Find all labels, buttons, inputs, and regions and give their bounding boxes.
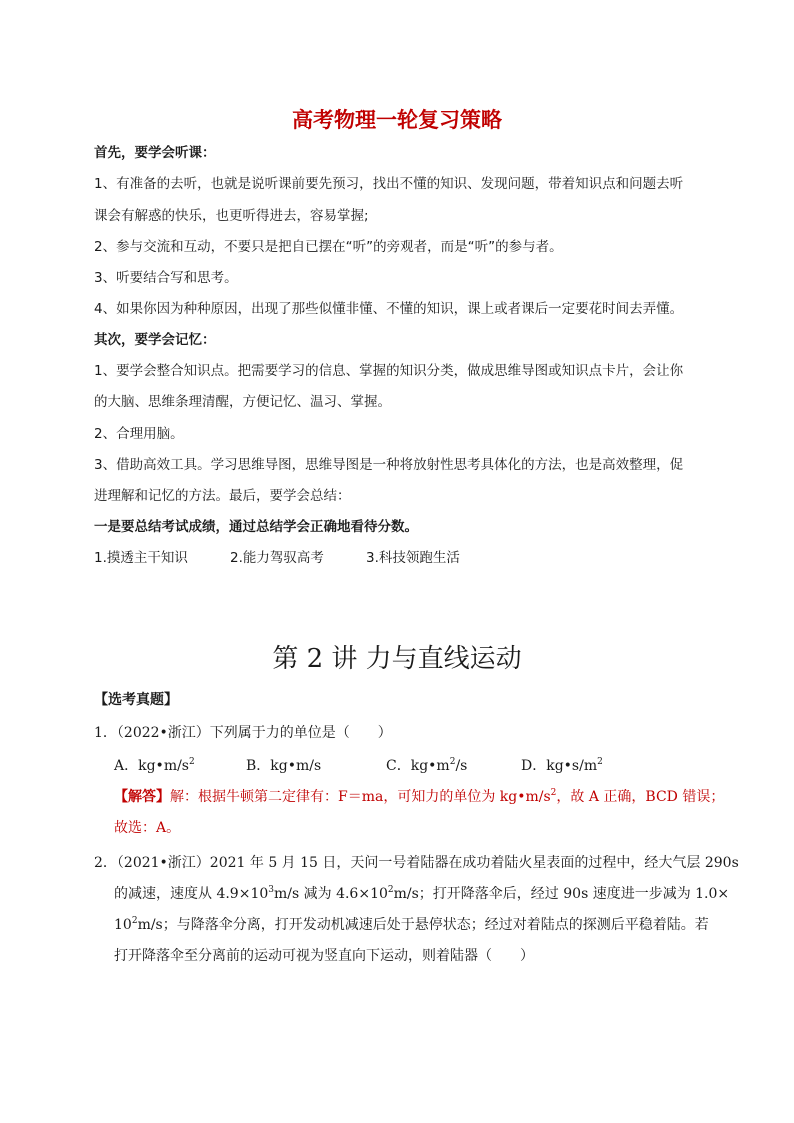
section-heading-listening: 首先，要学会听课： xyxy=(94,145,216,161)
exam-section-label: 【选考真题】 xyxy=(94,692,178,708)
section-heading-summary: 一是要总结考试成绩，通过总结学会正确地看待分数。 xyxy=(94,519,418,535)
paragraph-line: 2、参与交流和互动，不要只是把自已摆在“听”的旁观者，而是“听”的参与者。 xyxy=(94,239,563,255)
question-1-answer-choice: 故选：A。 xyxy=(114,820,181,836)
paragraph-line: 1、要学会整合知识点。把需要学习的信息、掌握的知识分类，做成思维导图或知识点卡片，会让你 xyxy=(94,363,684,379)
paragraph-line: 4、如果你因为种种原因，出现了那些似懂非懂、不懂的知识，课上或者课后一定要花时间去弄懂。 xyxy=(94,301,684,317)
option-c: C．$kg•m^2/s$ xyxy=(386,757,468,774)
section-heading-memory: 其次，要学会记忆： xyxy=(94,332,216,348)
paragraph-line: 的大脑、思维条理清醒，方便记忆、温习、掌握。 xyxy=(94,394,391,410)
chapter-title: 第 2 讲 力与直线运动 xyxy=(272,644,522,674)
key-point: 3.科技领跑生活 xyxy=(366,550,460,566)
paragraph-line: 进理解和记忆的方法。最后，要学会总结： xyxy=(94,488,351,504)
paragraph-line: 1、有准备的去听，也就是说听课前要先预习，找出不懂的知识、发现问题，带着知识点和问题去听 xyxy=(94,176,684,192)
key-points-row xyxy=(94,548,714,568)
option-b: B．kg•m/s xyxy=(246,758,322,774)
key-point: 2.能力驾驭高考 xyxy=(230,550,324,566)
paragraph-line: 课会有解惑的快乐，也更听得进去，容易掌握; xyxy=(94,208,369,224)
document-title: 高考物理一轮复习策略 xyxy=(292,108,502,132)
question-1-stem: 1．（2022•浙江）下列属于力的单位是（ ） xyxy=(94,725,392,741)
question-1-answer: 【解答】解：根据牛顿第二定律有：F＝ma，可知力的单位为 $kg•m/s^2$，故 A 正确，BCD 错误； xyxy=(114,788,725,805)
question-2-line: 的减速，速度从 $4.9\times 10^3m/s$ 减为 $4.6\times 10^2m/s$；打开降落伞后，经过 90s 速度进一步减为 1.0× xyxy=(114,885,730,902)
question-2-line: 打开降落伞至分离前的运动可视为竖直向下运动，则着陆器（ ） xyxy=(114,948,534,964)
option-d: D．$kg•s/m^2$ xyxy=(521,757,603,774)
question-2-line: $10^2m/s$；与降落伞分离，打开发动机减速后处于悬停状态；经过对着陆点的探测后平稳着陆。若 xyxy=(114,916,709,933)
option-a: A．$kg•m/s^2$ xyxy=(114,757,195,774)
paragraph-line: 3、听要结合写和思考。 xyxy=(94,270,238,286)
paragraph-line: 3、借助高效工具。学习思维导图，思维导图是一种将放射性思考具体化的方法，也是高效整理，促 xyxy=(94,457,684,473)
question-2-line: 2．（2021•浙江）2021 年 5 月 15 日，天问一号着陆器在成功着陆火星表面的过程中，经大气层 290s xyxy=(94,855,739,871)
key-point: 1.摸透主干知识 xyxy=(94,550,188,566)
paragraph-line: 2、合理用脑。 xyxy=(94,426,184,442)
